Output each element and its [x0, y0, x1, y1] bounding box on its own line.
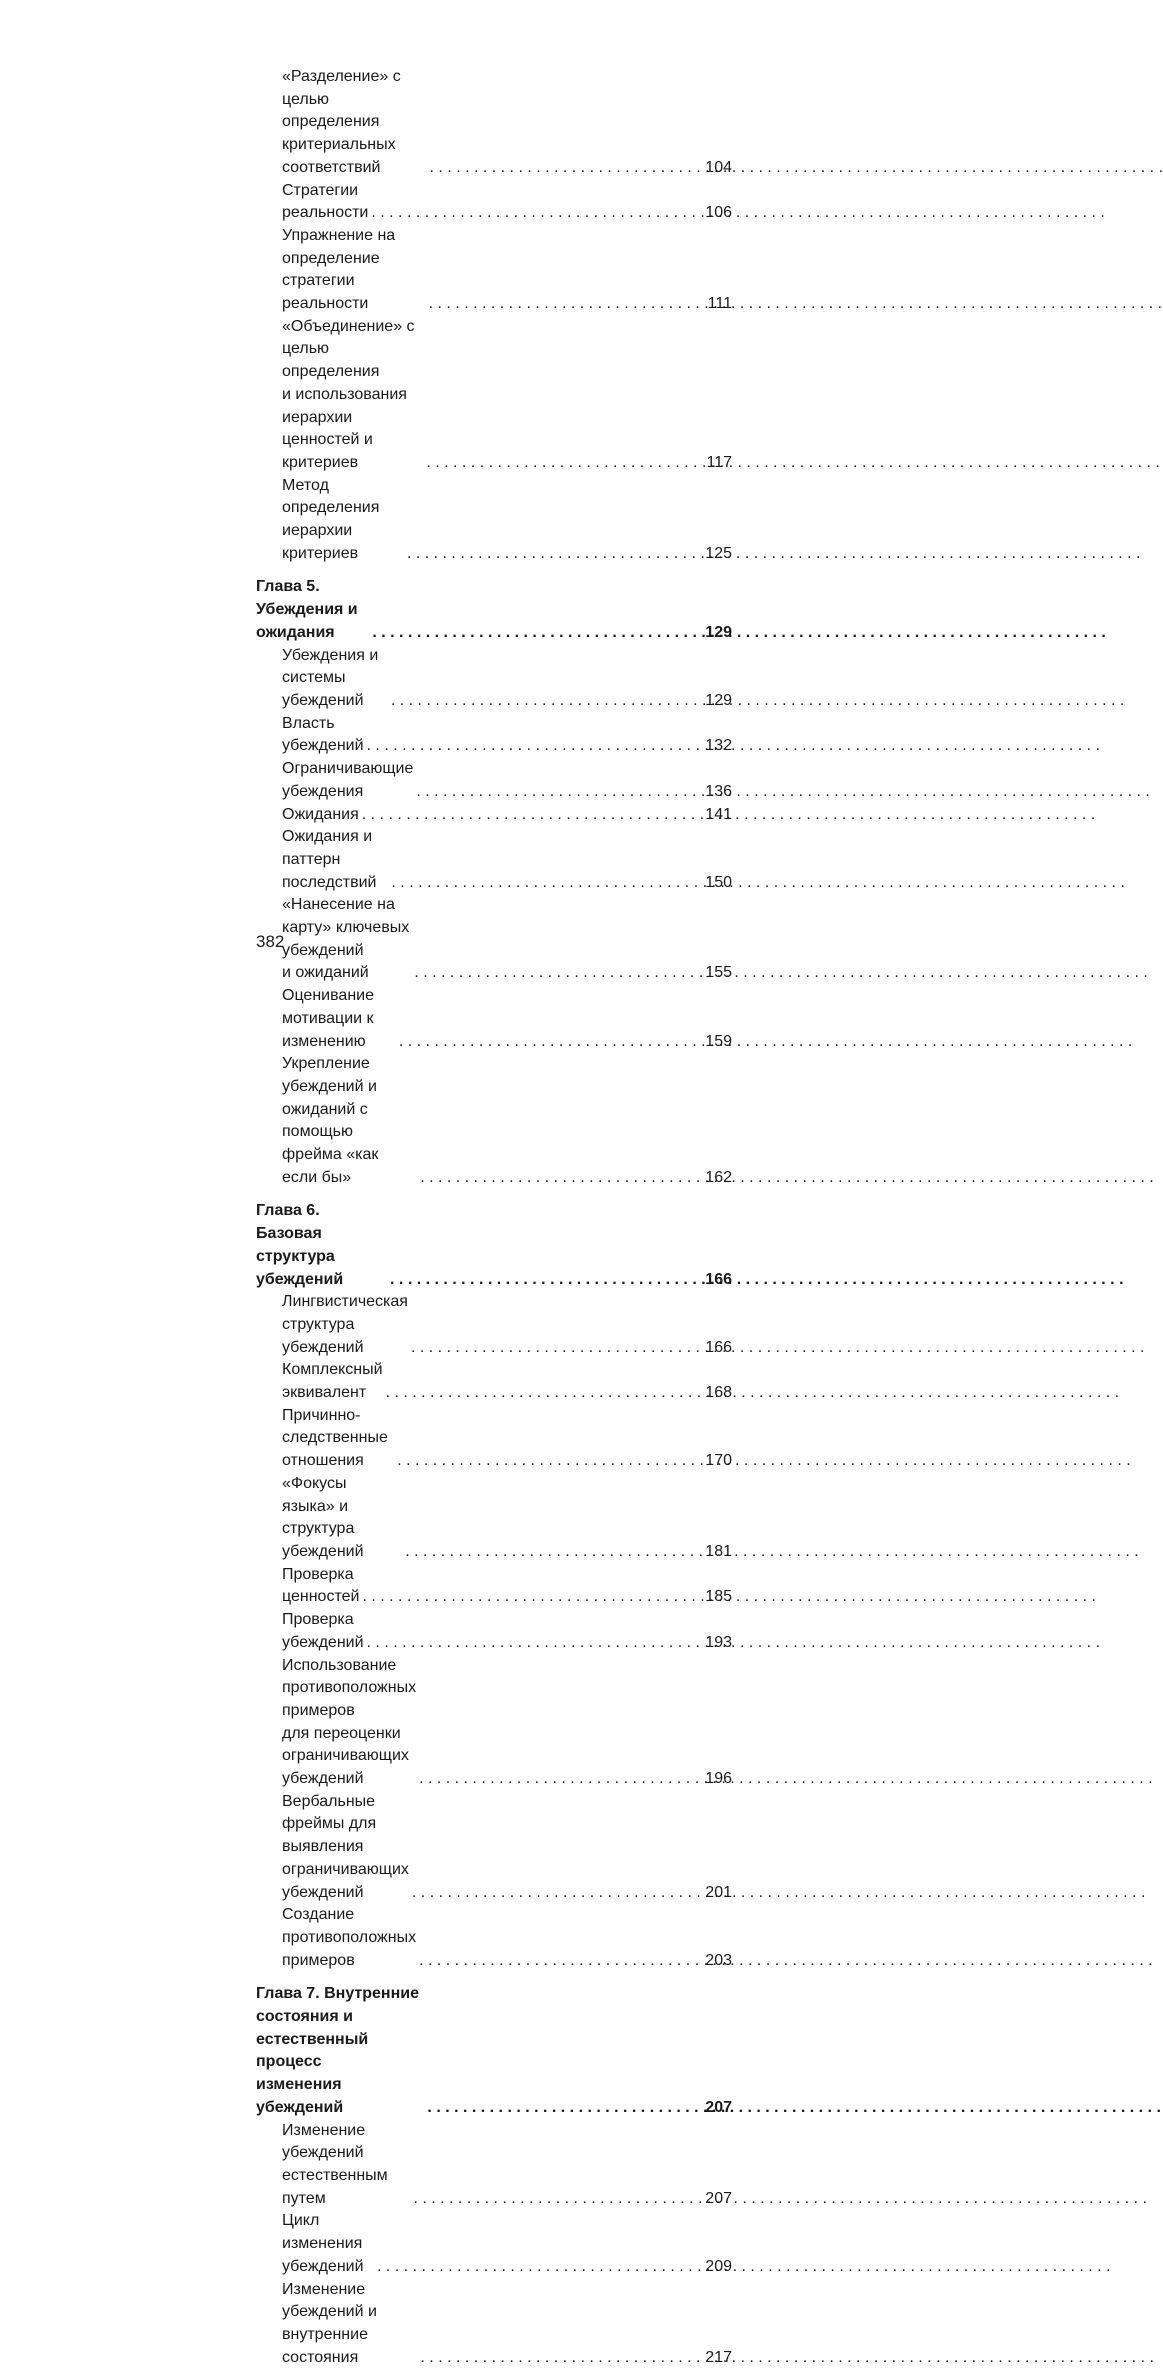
- dot-leader: [416, 1950, 701, 1973]
- toc-page-number: 129: [701, 690, 732, 713]
- dot-leader: [424, 2097, 701, 2120]
- toc-entry-title: [282, 2279, 417, 2369]
- toc-section-entry: [256, 225, 732, 316]
- toc-entry-title: [282, 316, 423, 475]
- toc-entry-title-line: Комплексный эквивалент: [282, 1359, 383, 1404]
- toc-entry-title: [282, 225, 426, 316]
- toc-page-number: 159: [701, 1031, 732, 1054]
- dot-leader: [359, 804, 702, 827]
- toc-entry-title: [256, 1200, 387, 1291]
- toc-entry-title: [282, 1564, 359, 1609]
- dot-leader: [404, 543, 701, 566]
- dot-leader: [423, 452, 702, 475]
- toc-entry-title-line: Убеждения и системы убеждений: [282, 645, 388, 713]
- toc-entry-title: [282, 713, 364, 758]
- toc-entry-title: [282, 1904, 416, 1972]
- toc-entry-title: [256, 576, 369, 644]
- toc-section-entry: [256, 1609, 732, 1654]
- toc-page-number: 181: [701, 1541, 732, 1564]
- toc-section-entry: [256, 826, 732, 894]
- toc-entry-title-line: соответствий: [282, 157, 427, 180]
- toc-entry-title: [282, 1291, 408, 1359]
- toc-entry-title: [282, 1655, 416, 1791]
- toc-section-entry: [256, 1053, 732, 1189]
- dot-leader: [426, 293, 704, 316]
- toc-section-entry: [256, 758, 732, 803]
- toc-entry-title-line: Стратегии реальности: [282, 180, 368, 225]
- toc-page-number: 125: [701, 543, 732, 566]
- toc-entry-title: [282, 645, 388, 713]
- toc-entry-title-line: изменения убеждений: [256, 2074, 424, 2119]
- toc-entry-title: [282, 2210, 374, 2278]
- toc-page-number: 168: [701, 1382, 732, 1405]
- toc-entry-title-line: и ожиданий: [282, 962, 411, 985]
- dot-leader: [416, 1768, 701, 1791]
- dot-leader: [369, 622, 701, 645]
- dot-leader: [413, 781, 701, 804]
- dot-leader: [402, 1541, 701, 1564]
- toc-section-entry: [256, 316, 732, 475]
- toc-page-number: 117: [702, 452, 732, 475]
- dot-leader: [388, 690, 701, 713]
- toc-entry-title: [282, 758, 413, 803]
- toc-entry-title-line: Глава 6. Базовая структура убеждений: [256, 1200, 387, 1291]
- toc-page-number: 104: [701, 157, 732, 180]
- dot-leader: [364, 1632, 702, 1655]
- toc-page-number: 193: [701, 1632, 732, 1655]
- dot-leader: [388, 872, 701, 895]
- toc-section-entry: [256, 645, 732, 713]
- toc-entry-title-line: Вербальные фреймы для выявления: [282, 1791, 409, 1859]
- toc-entry-title-line: Проверка ценностей: [282, 1564, 359, 1609]
- toc-entry-title: [282, 804, 359, 827]
- toc-entry-title-line: Изменение убеждений и внутренние состояния: [282, 2279, 417, 2369]
- toc-entry-title-line: Укрепление убеждений и ожиданий с помощью: [282, 1053, 417, 1144]
- toc-page-number: 111: [704, 293, 732, 316]
- dot-leader: [359, 1586, 701, 1609]
- toc-entry-title-line: «Фокусы языка» и структура убеждений: [282, 1473, 402, 1564]
- toc-entry-title: [282, 1359, 383, 1404]
- toc-section-entry: [256, 2279, 732, 2369]
- toc-chapter-entry: [256, 576, 732, 644]
- toc-entry-title-line: «Объединение» с целью определения: [282, 316, 423, 384]
- toc-page-number: 217: [701, 2347, 732, 2369]
- toc-section-entry: [256, 1564, 732, 1609]
- dot-leader: [394, 1450, 701, 1473]
- toc-entry-title-line: «Нанесение на карту» ключевых убеждений: [282, 894, 411, 962]
- toc-page-number: 132: [701, 735, 732, 758]
- toc-entry-title-line: Использование противоположных примеров: [282, 1655, 416, 1723]
- toc-page-number: 185: [701, 1586, 732, 1609]
- toc-section-entry: [256, 1291, 732, 1359]
- toc-entry-title: [282, 985, 396, 1053]
- toc-section-entry: [256, 985, 732, 1053]
- toc-entry-title-line: Создание противоположных примеров: [282, 1904, 416, 1972]
- toc-entry-title-line: Глава 5. Убеждения и ожидания: [256, 576, 369, 644]
- toc-section-entry: [256, 180, 732, 225]
- dot-leader: [396, 1031, 701, 1054]
- dot-leader: [383, 1382, 702, 1405]
- toc-page-number: 162: [701, 1167, 732, 1190]
- toc-entry-title: [282, 475, 404, 566]
- toc-page-number: 150: [701, 872, 732, 895]
- toc-entry-title-line: для переоценки ограничивающих убеждений: [282, 1723, 416, 1791]
- toc-entry-title: [282, 180, 368, 225]
- toc-entry-title: [282, 1473, 402, 1564]
- toc-section-entry: [256, 713, 732, 758]
- toc-entry-title-line: Лингвистическая структура убеждений: [282, 1291, 408, 1359]
- toc-page-number: 136: [701, 781, 732, 804]
- toc-entry-title: [256, 1983, 424, 2119]
- toc-section-entry: [256, 1359, 732, 1404]
- toc-entry-title-line: Метод определения иерархии критериев: [282, 475, 404, 566]
- toc-page-number: 155: [701, 962, 732, 985]
- dot-leader: [411, 962, 701, 985]
- toc-entry-title-line: Глава 7. Внутренние состояния и естественный процесс: [256, 1983, 424, 2074]
- toc-entry-title-line: ограничивающих убеждений: [282, 1859, 409, 1904]
- dot-leader: [417, 1167, 701, 1190]
- toc-entry-title: [282, 1053, 417, 1189]
- toc-entry-title-line: Цикл изменения убеждений: [282, 2210, 374, 2278]
- toc-entry-title: [282, 1609, 364, 1654]
- toc-page-number: 129: [701, 622, 732, 645]
- toc-page-number: 166: [701, 1337, 732, 1360]
- toc-page-number: 207: [701, 2188, 732, 2211]
- toc-entry-title: [282, 826, 388, 894]
- toc-page-number: 106: [701, 202, 732, 225]
- toc-page-number: 196: [701, 1768, 732, 1791]
- toc-section-entry: [256, 894, 732, 985]
- toc-entry-title-line: Проверка убеждений: [282, 1609, 364, 1654]
- toc-entry-title: [282, 66, 427, 180]
- toc-chapter-entry: [256, 1983, 732, 2119]
- toc-section-entry: [256, 1405, 732, 1473]
- dot-leader: [427, 157, 702, 180]
- toc-entry-title-line: «Разделение» с целью определения критериальных: [282, 66, 427, 157]
- toc-page-number: 201: [701, 1882, 732, 1905]
- toc-section-entry: [256, 804, 732, 827]
- toc-entry-title-line: Упражнение на определение стратегии реальности: [282, 225, 426, 316]
- toc-section-entry: [256, 1473, 732, 1564]
- toc-entry-title: [282, 894, 411, 985]
- toc-chapter-entry: [256, 1200, 732, 1291]
- toc-page-number: 141: [701, 804, 732, 827]
- toc-section-entry: [256, 475, 732, 566]
- dot-leader: [374, 2256, 701, 2279]
- toc-section-entry: [256, 1791, 732, 1905]
- toc-section-entry: [256, 2210, 732, 2278]
- toc-entry-title-line: Изменение убеждений естественным путем: [282, 2120, 410, 2211]
- toc-entry-title-line: Оценивание мотивации к изменению: [282, 985, 396, 1053]
- page-number: 382: [256, 932, 284, 952]
- toc-section-entry: [256, 66, 732, 180]
- book-page: [0, 0, 1000, 1000]
- toc-page-number: 166: [701, 1269, 732, 1292]
- toc-entry-title: [282, 2120, 410, 2211]
- dot-leader: [417, 2347, 701, 2369]
- toc-section-entry: [256, 1904, 732, 1972]
- toc-section-entry: [256, 2120, 732, 2211]
- dot-leader: [368, 202, 701, 225]
- toc-entry-title-line: Ожидания и паттерн последствий: [282, 826, 388, 894]
- toc-entry-title: [282, 1405, 394, 1473]
- dot-leader: [387, 1269, 701, 1292]
- toc-page-number: 209: [701, 2256, 732, 2279]
- toc-page-number: 207: [701, 2097, 732, 2120]
- toc-entry-title-line: Ограничивающие убеждения: [282, 758, 413, 803]
- dot-leader: [410, 2188, 701, 2211]
- toc-entry-title-line: Власть убеждений: [282, 713, 364, 758]
- toc-entry-title: [282, 1791, 409, 1905]
- toc-section-entry: [256, 1655, 732, 1791]
- dot-leader: [409, 1882, 701, 1905]
- toc-entry-title-line: Ожидания: [282, 804, 359, 827]
- toc-page-number: 203: [701, 1950, 732, 1973]
- toc-entry-title-line: и использования иерархии ценностей и критериев: [282, 384, 423, 475]
- dot-leader: [364, 735, 702, 758]
- dot-leader: [408, 1337, 701, 1360]
- table-of-contents: [256, 66, 732, 2369]
- toc-page-number: 170: [701, 1450, 732, 1473]
- toc-entry-title-line: Причинно-следственные отношения: [282, 1405, 394, 1473]
- toc-entry-title-line: фрейма «как если бы»: [282, 1144, 417, 1189]
